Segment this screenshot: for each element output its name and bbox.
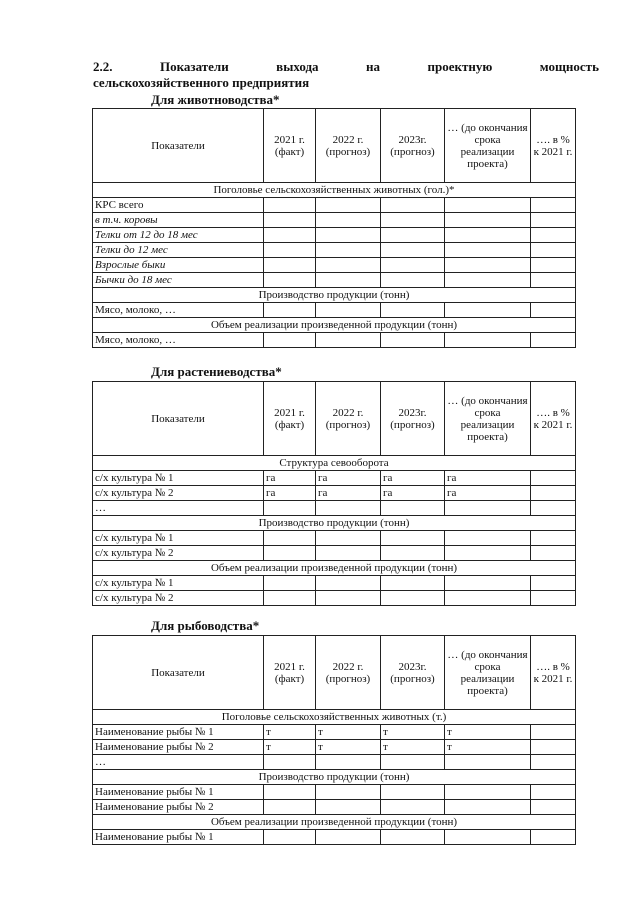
col-header: …. в % к 2021 г. — [531, 636, 576, 710]
table-row — [93, 830, 576, 845]
livestock-table — [92, 108, 576, 348]
unit-cell: т — [381, 740, 445, 755]
col-header: 2023г. (прогноз) — [381, 382, 445, 456]
row-label: … — [93, 501, 264, 516]
livestock-title: Для животноводства* — [151, 92, 280, 107]
row-label: с/х культура № 1 — [93, 471, 264, 486]
row-label: Наименование рыбы № 1 — [93, 725, 264, 740]
table-row — [93, 531, 576, 546]
row-label: Бычки до 18 мес — [93, 273, 264, 288]
table-row — [93, 501, 576, 516]
table-row — [93, 725, 576, 740]
crops-table — [92, 381, 576, 606]
unit-cell: га — [264, 471, 316, 486]
fish-table — [92, 635, 576, 845]
table-row — [93, 333, 576, 348]
table-row — [93, 198, 576, 213]
table-row — [93, 591, 576, 606]
heading-word: мощность — [539, 59, 599, 74]
col-header: … (до окончания срока реализации проекта) — [445, 109, 531, 183]
table-row — [93, 486, 576, 501]
col-header: … (до окончания срока реализации проекта) — [445, 382, 531, 456]
heading-word: выхода — [276, 59, 319, 74]
col-header: 2023г. (прогноз) — [381, 109, 445, 183]
table-row — [93, 785, 576, 800]
heading-word: проектную — [427, 59, 493, 74]
heading-word: на — [366, 59, 381, 74]
row-label: Взрослые быки — [93, 258, 264, 273]
unit-cell: га — [316, 486, 381, 501]
header-row — [93, 636, 576, 710]
col-header: 2021 г. (факт) — [264, 382, 316, 456]
row-label: КРС всего — [93, 198, 264, 213]
row-label: … — [93, 755, 264, 770]
section-row — [93, 288, 576, 303]
section-label: Объем реализации произведенной продукции (тонн) — [93, 561, 576, 576]
table-row — [93, 213, 576, 228]
unit-cell: т — [381, 725, 445, 740]
unit-cell: га — [381, 486, 445, 501]
section-heading — [93, 59, 599, 91]
row-label: Телки от 12 до 18 мес — [93, 228, 264, 243]
table-row — [93, 303, 576, 318]
section-label: Производство продукции (тонн) — [93, 288, 576, 303]
fish-title: Для рыбоводства* — [151, 618, 260, 633]
section-label: Объем реализации произведенной продукции (тонн) — [93, 318, 576, 333]
col-header: … (до окончания срока реализации проекта) — [445, 636, 531, 710]
heading-number: 2.2. — [93, 59, 113, 74]
col-header: Показатели — [93, 382, 264, 456]
section-label: Структура севооборота — [93, 456, 576, 471]
section-row — [93, 815, 576, 830]
col-header: Показатели — [93, 109, 264, 183]
section-row — [93, 710, 576, 725]
table-row — [93, 228, 576, 243]
table-row — [93, 740, 576, 755]
row-label: с/х культура № 2 — [93, 486, 264, 501]
row-label: с/х культура № 1 — [93, 576, 264, 591]
col-header: 2022 г. (прогноз) — [316, 109, 381, 183]
section-row — [93, 561, 576, 576]
table-row — [93, 800, 576, 815]
col-header: 2021 г. (факт) — [264, 636, 316, 710]
section-label: Поголовье сельскохозяйственных животных (гол.)* — [93, 183, 576, 198]
table-row — [93, 273, 576, 288]
unit-cell: га — [445, 471, 531, 486]
row-label: Наименование рыбы № 1 — [93, 830, 264, 845]
row-label: с/х культура № 1 — [93, 531, 264, 546]
table-row — [93, 576, 576, 591]
heading-line-2: сельскохозяйственного предприятия — [93, 75, 310, 90]
row-label: с/х культура № 2 — [93, 546, 264, 561]
col-header: 2021 г. (факт) — [264, 109, 316, 183]
table-row — [93, 258, 576, 273]
unit-cell: га — [445, 486, 531, 501]
unit-cell: га — [264, 486, 316, 501]
section-row — [93, 770, 576, 785]
unit-cell: т — [316, 740, 381, 755]
section-row — [93, 516, 576, 531]
unit-cell: т — [264, 725, 316, 740]
row-label: Наименование рыбы № 1 — [93, 785, 264, 800]
row-label: Телки до 12 мес — [93, 243, 264, 258]
header-row — [93, 382, 576, 456]
col-header: …. в % к 2021 г. — [531, 109, 576, 183]
table-row — [93, 471, 576, 486]
unit-cell: т — [445, 725, 531, 740]
heading-word: Показатели — [159, 59, 229, 74]
col-header: 2023г. (прогноз) — [381, 636, 445, 710]
col-header: 2022 г. (прогноз) — [316, 382, 381, 456]
table-row — [93, 243, 576, 258]
col-header: 2022 г. (прогноз) — [316, 636, 381, 710]
col-header: …. в % к 2021 г. — [531, 382, 576, 456]
row-label: с/х культура № 2 — [93, 591, 264, 606]
unit-cell: га — [316, 471, 381, 486]
unit-cell: т — [316, 725, 381, 740]
table-row — [93, 755, 576, 770]
section-row — [93, 456, 576, 471]
header-row — [93, 109, 576, 183]
col-header: Показатели — [93, 636, 264, 710]
row-label: в т.ч. коровы — [93, 213, 264, 228]
section-row — [93, 183, 576, 198]
section-label: Объем реализации произведенной продукции (тонн) — [93, 815, 576, 830]
row-label: Мясо, молоко, … — [93, 333, 264, 348]
crops-title: Для растениеводства* — [151, 364, 282, 379]
heading-line-1 — [93, 59, 599, 75]
section-label: Производство продукции (тонн) — [93, 770, 576, 785]
section-label: Производство продукции (тонн) — [93, 516, 576, 531]
row-label: Наименование рыбы № 2 — [93, 800, 264, 815]
row-label: Наименование рыбы № 2 — [93, 740, 264, 755]
section-row — [93, 318, 576, 333]
unit-cell: га — [381, 471, 445, 486]
section-label: Поголовье сельскохозяйственных животных (т.) — [93, 710, 576, 725]
unit-cell: т — [445, 740, 531, 755]
unit-cell: т — [264, 740, 316, 755]
table-row — [93, 546, 576, 561]
row-label: Мясо, молоко, … — [93, 303, 264, 318]
